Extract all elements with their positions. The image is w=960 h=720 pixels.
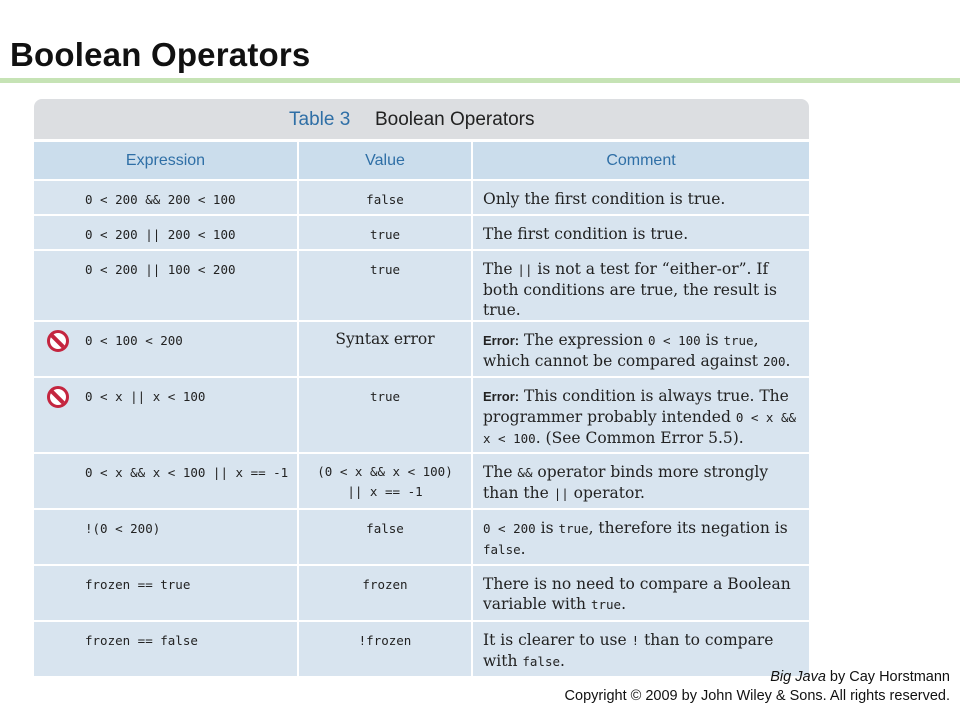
value-cell: true (299, 378, 473, 454)
comment-cell: Error: The expression 0 < 100 is true, which cannot be compared against 200. (473, 322, 809, 378)
value-cell: true (299, 216, 473, 251)
comment-cell: Only the first condition is true. (473, 181, 809, 216)
table-row (34, 251, 809, 322)
book-title: Big Java (770, 669, 826, 685)
value-cell: Syntax error (299, 322, 473, 378)
comment-cell: It is clearer to use ! than to compare with false. (473, 622, 809, 678)
title-underline (0, 78, 960, 83)
expression-cell: !(0 < 200) (34, 510, 299, 566)
table-row (34, 510, 809, 566)
comment-cell: The && operator binds more strongly than the || operator. (473, 454, 809, 510)
comment-cell: There is no need to compare a Boolean variable with true. (473, 566, 809, 622)
value-cell: (0 < x && x < 100) || x == -1 (299, 454, 473, 510)
header-expression: Expression (34, 142, 299, 181)
table-caption-title: Boolean Operators (375, 109, 535, 130)
value-cell: true (299, 251, 473, 322)
copyright-line: Copyright © 2009 by John Wiley & Sons. All rights reserved. (564, 688, 950, 704)
expression-cell: frozen == false (34, 622, 299, 678)
header-value: Value (299, 142, 473, 181)
expression-cell: 0 < 200 || 100 < 200 (34, 251, 299, 322)
credit-footer (565, 668, 950, 706)
table-row (34, 216, 809, 251)
expression-cell: 0 < 200 && 200 < 100 (34, 181, 299, 216)
expression-cell: frozen == true (34, 566, 299, 622)
operators-grid (34, 142, 809, 678)
value-cell: false (299, 181, 473, 216)
no-entry-icon (47, 386, 69, 408)
comment-cell: The || is not a test for “either-or”. If both conditions are true, the result is true. (473, 251, 809, 322)
comment-cell: 0 < 200 is true, therefore its negation is false. (473, 510, 809, 566)
value-cell: frozen (299, 566, 473, 622)
expression-cell: 0 < x && x < 100 || x == -1 (34, 454, 299, 510)
value-cell: false (299, 510, 473, 566)
comment-cell: Error: This condition is always true. The programmer probably intended 0 < x && x < 100. (See Common Error 5.5). (473, 378, 809, 454)
table-row (34, 181, 809, 216)
table-row (34, 322, 809, 378)
table-caption-number: Table 3 (289, 109, 351, 130)
author-text: by Cay Horstmann (825, 669, 950, 685)
table-row (34, 566, 809, 622)
expression-cell: 0 < 200 || 200 < 100 (34, 216, 299, 251)
header-comment: Comment (473, 142, 809, 181)
table-row (34, 378, 809, 454)
header-row (34, 142, 809, 181)
no-entry-icon (47, 330, 69, 352)
credit-book-line (565, 668, 950, 687)
table-caption (34, 99, 809, 139)
value-cell: !frozen (299, 622, 473, 678)
comment-cell: The first condition is true. (473, 216, 809, 251)
expression-cell: 0 < x || x < 100 (34, 378, 299, 454)
slide-title: Boolean Operators (10, 36, 311, 73)
table-row (34, 454, 809, 510)
expression-cell: 0 < 100 < 200 (34, 322, 299, 378)
boolean-operators-table (34, 99, 809, 670)
